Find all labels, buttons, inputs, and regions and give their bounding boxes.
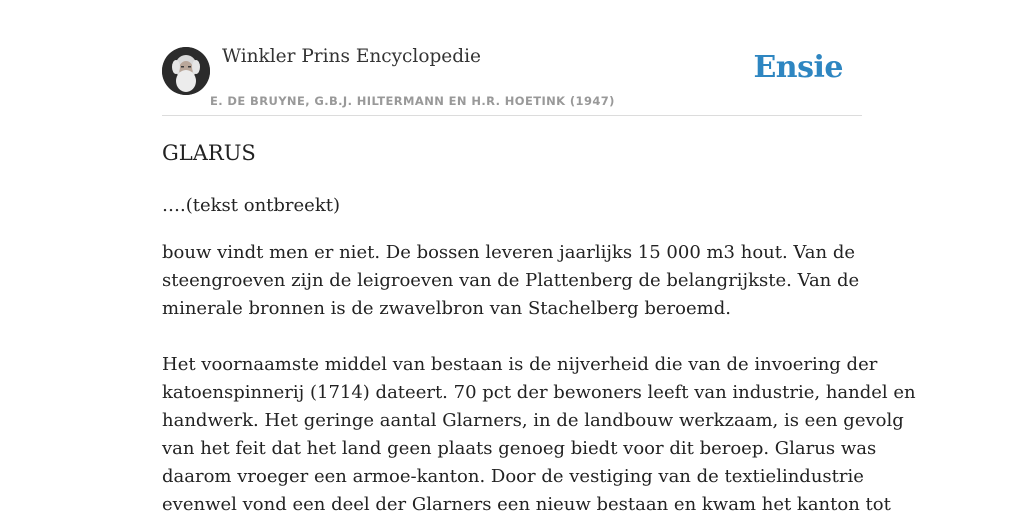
paragraph-2-line: katoenspinnerij (1714) dateert. 70 pct der bewoners leeft van industrie, handel en [162,382,916,403]
paragraph-2-line: handwerk. Het geringe aantal Glarners, in de landbouw werkzaam, is een gevolg [162,410,904,431]
ensie-logo[interactable]: Ensie [753,50,843,85]
page-container [162,0,916,512]
paragraph-1-line: bouw vindt men er niet. De bossen leveren jaarlijks 15 000 m3 hout. Van de [162,242,855,263]
paragraph-2-line: evenwel vond een deel der Glarners een nieuw bestaan en kwam het kanton tot [162,494,891,512]
paragraph-1-line: steengroeven zijn de leigroeven van de Plattenberg de belangrijkste. Van de [162,270,860,291]
paragraph-1-line: minerale bronnen is de zwavelbron van Stachelberg beroemd. [162,298,731,319]
article-title: GLARUS [162,141,256,165]
publication-title[interactable]: Winkler Prins Encyclopedie [222,46,481,67]
avatar [162,47,210,95]
header [162,0,862,116]
paragraph-2-line: Het voornaamste middel van bestaan is de nijverheid die van de invoering der [162,354,878,375]
paragraph-2-line: van het feit dat het land geen plaats genoeg biedt voor dit beroep. Glarus was [162,438,877,459]
article-body [162,192,916,512]
authors-line: E. DE BRUYNE, G.B.J. HILTERMANN EN H.R. HOETINK (1947) [210,94,615,108]
missing-text-notice: ….(tekst ontbreekt) [162,195,340,216]
paragraph-2-line: daarom vroeger een armoe-kanton. Door de vestiging van de textielindustrie [162,466,864,487]
portrait-avatar-icon [162,47,210,95]
